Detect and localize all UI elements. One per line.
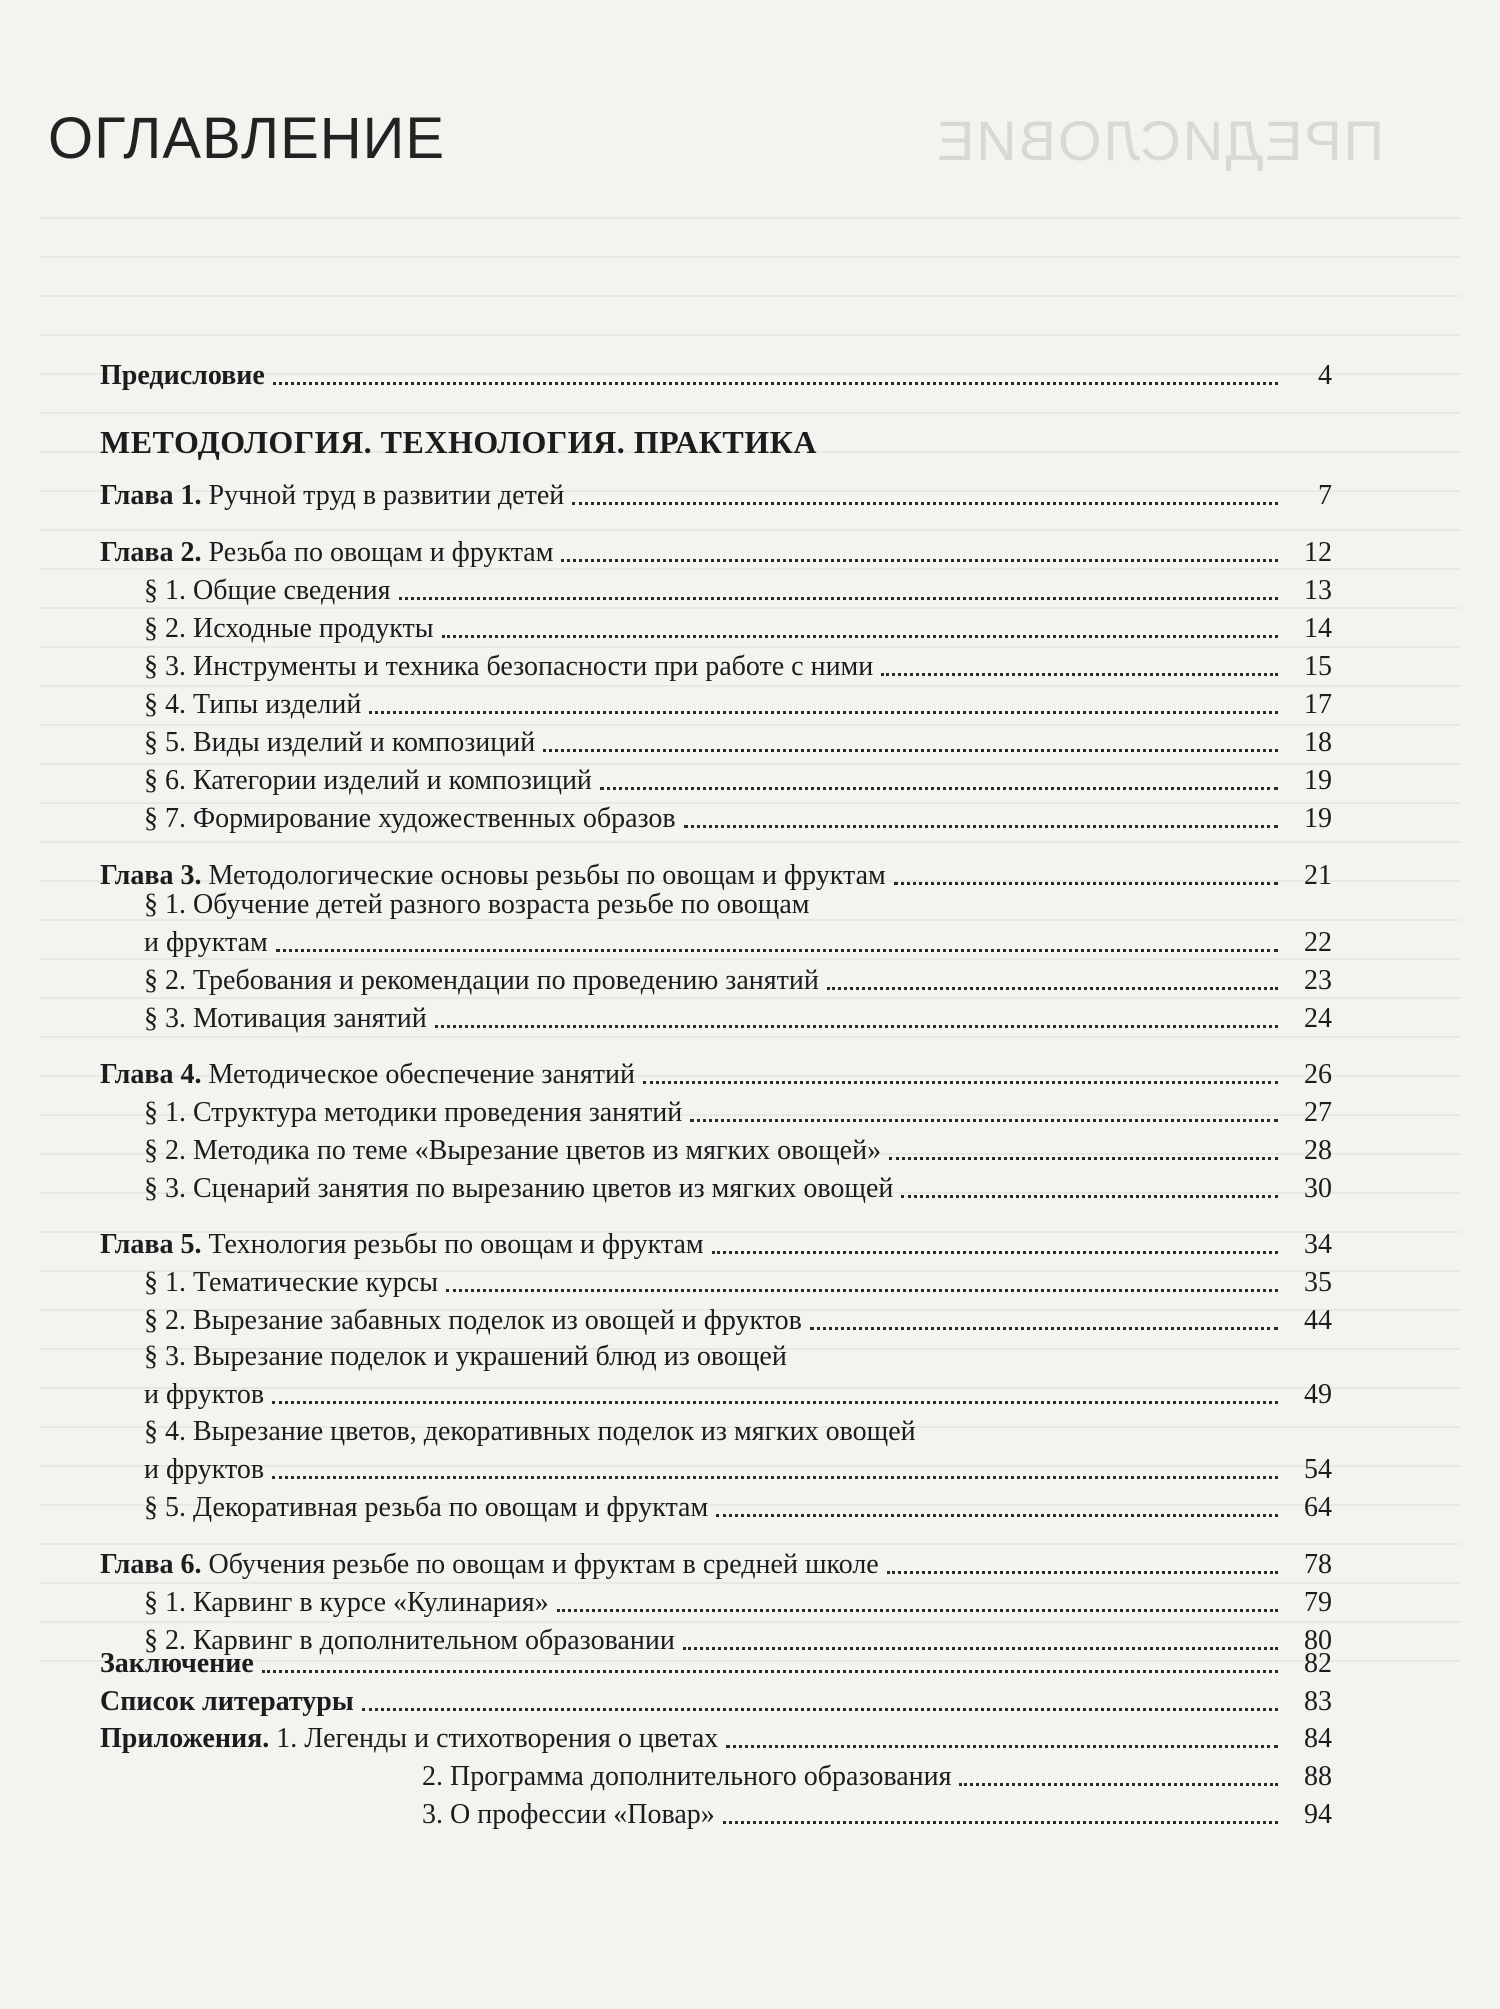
toc-chapter-number: Глава 2.: [100, 537, 202, 568]
toc-page-number: 18: [1304, 727, 1332, 758]
toc-page-number: 23: [1304, 965, 1332, 996]
toc-row-appendix-3[interactable]: [100, 1794, 1332, 1832]
toc-chapter-number: Глава 5.: [100, 1229, 202, 1260]
toc-page-number: 26: [1304, 1059, 1332, 1090]
toc-section-title: § 3. Мотивация занятий: [144, 1003, 427, 1034]
toc-preface-label: Предисловие: [100, 360, 265, 391]
toc-row-conclusion[interactable]: [100, 1643, 1332, 1681]
toc-section-title: § 4. Вырезание цветов, декоративных поделок из мягких овощей: [144, 1416, 916, 1447]
leader-dots: [273, 382, 1278, 385]
toc-chapter-number: Глава 6.: [100, 1549, 202, 1580]
toc-row-chapter[interactable]: [100, 1054, 1332, 1092]
toc-row-section[interactable]: [144, 1336, 1332, 1374]
toc-row-section[interactable]: [144, 1092, 1332, 1130]
leader-dots: [716, 1514, 1278, 1517]
toc-section-title: и фруктам: [144, 927, 268, 958]
leader-dots: [362, 1708, 1278, 1711]
toc-chapter-title: Методологические основы резьбы по овощам и фруктам: [201, 860, 886, 891]
leader-dots: [276, 949, 1278, 952]
toc-section-title: § 1. Обучение детей разного возраста резьбе по овощам: [144, 889, 810, 920]
page-title: ОГЛАВЛЕНИЕ: [48, 106, 446, 171]
toc-row-section[interactable]: [144, 960, 1332, 998]
toc-row-section[interactable]: [144, 1262, 1332, 1300]
toc-row-section[interactable]: [144, 1582, 1332, 1620]
leader-dots: [959, 1783, 1278, 1786]
toc-row-chapter[interactable]: [100, 1544, 1332, 1582]
toc-section-title: § 7. Формирование художественных образов: [144, 803, 676, 834]
toc-row-section[interactable]: [144, 760, 1332, 798]
toc-section-title: § 3. Сценарий занятия по вырезанию цветов из мягких овощей: [144, 1173, 894, 1204]
toc-appendix-text: 3. О профессии «Повар»: [422, 1799, 715, 1830]
toc-chapter-title: Ручной труд в развитии детей: [201, 480, 565, 511]
toc-section-title: § 1. Структура методики проведения занятий: [144, 1097, 683, 1128]
toc-page-number: 54: [1304, 1454, 1332, 1485]
toc-section-title: § 3. Инструменты и техника безопасности при работе с ними: [144, 651, 874, 682]
leader-dots: [690, 1119, 1278, 1122]
toc-page-number: 15: [1304, 651, 1332, 682]
toc-page-number: 79: [1304, 1587, 1332, 1618]
toc-section-title: § 2. Карвинг в дополнительном образовании: [144, 1625, 675, 1656]
toc-section-title: § 5. Виды изделий и композиций: [144, 727, 536, 758]
toc-page-number: 80: [1304, 1625, 1332, 1656]
leader-dots: [810, 1327, 1278, 1330]
toc-page-number: 17: [1304, 689, 1332, 720]
toc-row-section[interactable]: [144, 1300, 1332, 1338]
toc-row-section[interactable]: [144, 884, 1332, 922]
toc-chapter-number: Глава 4.: [100, 1059, 202, 1090]
toc-page-number: 12: [1304, 537, 1332, 568]
toc-row-literature[interactable]: [100, 1681, 1332, 1719]
leader-dots: [557, 1609, 1278, 1612]
leader-dots: [262, 1670, 1278, 1673]
leader-dots: [272, 1476, 1278, 1479]
toc-section-title: и фруктов: [144, 1379, 265, 1410]
leader-dots: [369, 711, 1278, 714]
toc-appendices-label: Приложения.: [100, 1723, 270, 1754]
toc-section-title: § 3. Вырезание поделок и украшений блюд из овощей: [144, 1341, 787, 1372]
leader-dots: [881, 673, 1278, 676]
leader-dots: [543, 749, 1278, 752]
leader-dots: [887, 1571, 1278, 1574]
leader-dots: [827, 987, 1278, 990]
leader-dots: [399, 597, 1278, 600]
toc-row-section[interactable]: [144, 1411, 1332, 1449]
toc-row-section[interactable]: [144, 1449, 1332, 1487]
toc-page-number: 49: [1304, 1379, 1332, 1410]
toc-page-number: 21: [1304, 860, 1332, 891]
leader-dots: [442, 635, 1278, 638]
toc-row-section[interactable]: [144, 798, 1332, 836]
toc-page-number: 30: [1304, 1173, 1332, 1204]
toc-row-section[interactable]: [144, 1374, 1332, 1412]
toc-row-appendix-1[interactable]: [100, 1718, 1332, 1756]
leader-dots: [446, 1289, 1278, 1292]
toc-row-section[interactable]: [144, 646, 1332, 684]
toc-section-title: § 1. Карвинг в курсе «Кулинария»: [144, 1587, 549, 1618]
toc-row-appendix-2[interactable]: [100, 1756, 1332, 1794]
toc-section-title: § 2. Исходные продукты: [144, 613, 434, 644]
toc-chapter-title: Резьба по овощам и фруктам: [201, 537, 554, 568]
toc-appendix-text: 1. Легенды и стихотворения о цветах: [269, 1723, 719, 1754]
part-heading: МЕТОДОЛОГИЯ. ТЕХНОЛОГИЯ. ПРАКТИКА: [100, 424, 817, 460]
toc-page-number: 27: [1304, 1097, 1332, 1128]
toc-page-number: 7: [1318, 480, 1332, 511]
leader-dots: [600, 787, 1278, 790]
toc-row-chapter[interactable]: [100, 532, 1332, 570]
toc-section-title: § 1. Тематические курсы: [144, 1267, 439, 1298]
leader-dots: [561, 559, 1278, 562]
toc-section-title: § 2. Требования и рекомендации по проведению занятий: [144, 965, 819, 996]
toc-chapter-number: Глава 1.: [100, 480, 202, 511]
toc-row-section[interactable]: [144, 684, 1332, 722]
toc-row-section[interactable]: [144, 1168, 1332, 1206]
leader-dots: [684, 825, 1278, 828]
leader-dots: [889, 1157, 1278, 1160]
toc-page-number: 88: [1304, 1761, 1332, 1792]
toc-chapter-number: Глава 3.: [100, 860, 202, 891]
toc-section-title: § 6. Категории изделий и композиций: [144, 765, 592, 796]
toc-chapter-title: Технология резьбы по овощам и фруктам: [201, 1229, 704, 1260]
bleed-through-title: ПРЕДИСЛОВИЕ: [935, 109, 1384, 172]
toc-page-number: 19: [1304, 803, 1332, 834]
toc-page-number: 4: [1318, 360, 1332, 391]
toc-conclusion-label: Заключение: [100, 1648, 254, 1679]
toc-page-number: 24: [1304, 1003, 1332, 1034]
leader-dots: [712, 1251, 1278, 1254]
leader-dots: [272, 1401, 1278, 1404]
toc-page-number: 44: [1304, 1305, 1332, 1336]
toc-page-number: 19: [1304, 765, 1332, 796]
toc-page-number: 64: [1304, 1492, 1332, 1523]
toc-chapter-title: Методическое обеспечение занятий: [201, 1059, 635, 1090]
leader-dots: [901, 1195, 1278, 1198]
toc-section-title: § 2. Методика по теме «Вырезание цветов из мягких овощей»: [144, 1135, 882, 1166]
toc-page-number: 14: [1304, 613, 1332, 644]
toc-section-title: § 5. Декоративная резьба по овощам и фруктам: [144, 1492, 709, 1523]
toc-appendix-text: 2. Программа дополнительного образования: [422, 1761, 952, 1792]
leader-dots: [435, 1025, 1278, 1028]
toc-row-section[interactable]: [144, 608, 1332, 646]
toc-row-section[interactable]: [144, 922, 1332, 960]
toc-row-chapter[interactable]: [100, 1224, 1332, 1262]
toc-page-number: 13: [1304, 575, 1332, 606]
toc-chapter-title: Обучения резьбе по овощам и фруктам в средней школе: [201, 1549, 879, 1580]
toc-page-number: 94: [1304, 1799, 1332, 1830]
toc-page-number: 34: [1304, 1229, 1332, 1260]
toc-page-number: 78: [1304, 1549, 1332, 1580]
toc-row-preface[interactable]: [100, 355, 1332, 393]
toc-page-number: 82: [1304, 1648, 1332, 1679]
leader-dots: [723, 1821, 1278, 1824]
toc-page-number: 28: [1304, 1135, 1332, 1166]
toc-page-number: 83: [1304, 1686, 1332, 1717]
leader-dots: [726, 1745, 1278, 1748]
leader-dots: [572, 502, 1278, 505]
toc-section-title: и фруктов: [144, 1454, 265, 1485]
toc-section-title: § 4. Типы изделий: [144, 689, 362, 720]
toc-row-section[interactable]: [144, 1487, 1332, 1525]
toc-row-section[interactable]: [144, 570, 1332, 608]
toc-row-section[interactable]: [144, 998, 1332, 1036]
toc-section-title: § 1. Общие сведения: [144, 575, 391, 606]
toc-page-number: 35: [1304, 1267, 1332, 1298]
toc-row-chapter[interactable]: [100, 475, 1332, 513]
toc-section-title: § 2. Вырезание забавных поделок из овощей и фруктов: [144, 1305, 802, 1336]
toc-row-section[interactable]: [144, 722, 1332, 760]
toc-page-number: 22: [1304, 927, 1332, 958]
toc-row-section[interactable]: [144, 1130, 1332, 1168]
leader-dots: [643, 1081, 1278, 1084]
toc-page-number: 84: [1304, 1723, 1332, 1754]
toc-literature-label: Список литературы: [100, 1686, 354, 1717]
